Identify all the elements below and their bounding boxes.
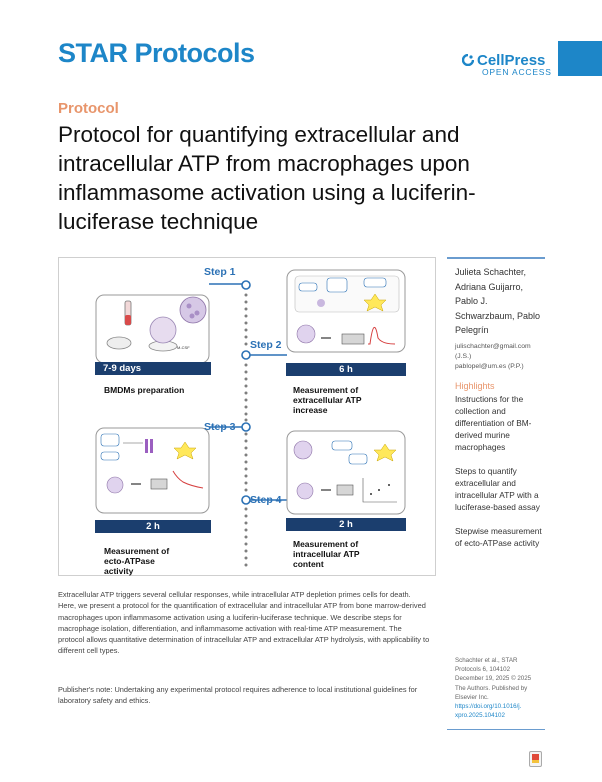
citation-line: Schachter et al., STAR: [455, 657, 518, 664]
panel2-illustration: [295, 276, 399, 344]
caption-step-1: BMDMs preparation: [104, 385, 185, 395]
email-2[interactable]: pablopel@um.es (P.P.): [455, 363, 524, 370]
panel4-illustration: [294, 441, 397, 502]
citation-line: Protocols 6, 104102: [455, 666, 511, 674]
caption-step-3: Measurement of ecto-ATPase activity: [104, 546, 170, 576]
highlight-item: Steps to quantify extracellular and intracellular ATP with a luciferase-based assay: [455, 466, 540, 512]
citation-block: [455, 656, 547, 720]
highlights-heading: Highlights: [455, 381, 495, 391]
doi-link-continued[interactable]: xpro.2025.104102: [455, 712, 505, 720]
step-3-label: Step 3: [204, 421, 236, 433]
open-access-label: OPEN ACCESS: [482, 67, 552, 77]
article-type: Protocol: [58, 100, 119, 117]
caption-step-4: Measurement of intracellular ATP content: [293, 539, 360, 569]
email-1-initials: (J.S.): [455, 353, 472, 360]
time-bar-step-2: 6 h: [286, 363, 406, 376]
highlights-list: [455, 393, 547, 561]
correspondence: [455, 342, 545, 372]
panel3-illustration: [101, 434, 203, 493]
step-4-label: Step 4: [250, 494, 282, 506]
journal-title: STAR Protocols: [58, 38, 255, 68]
article-title: Protocol for quantifying extracellular and intracellular ATP from macrophages upon inflammasome activation using a luciferin-luciferase technique: [58, 122, 476, 234]
time-bar-step-1: 7-9 days: [95, 362, 211, 375]
highlight-item: Stepwise measurement of ecto-ATPase activity: [455, 526, 542, 548]
step-1-label: Step 1: [204, 266, 236, 278]
cellpress-mark-icon: [462, 54, 474, 66]
author-list: Julieta Schachter, Adriana Guijarro, Pablo J. Schwarzbaum, Pablo Pelegrín: [455, 267, 541, 335]
step-connectors: [209, 284, 287, 500]
svg-text:M-CSF: M-CSF: [177, 345, 190, 350]
caption-step-2: Measurement of extracellular ATP increase: [293, 385, 362, 415]
citation-line: December 19, 2025 © 2025: [455, 675, 532, 683]
publisher-name: CellPress: [477, 52, 546, 69]
panel1-illustration: [107, 297, 206, 351]
highlight-item: Instructions for the collection and differentiation of BM-derived murine macrophages: [455, 394, 532, 452]
step-2-label: Step 2: [250, 339, 282, 351]
corner-tab: [558, 41, 602, 76]
time-bar-step-3: 2 h: [95, 520, 211, 533]
time-bar-step-4: 2 h: [286, 518, 406, 531]
check-for-updates-icon[interactable]: [529, 751, 542, 767]
citation-line: The Authors. Published by: [455, 684, 528, 692]
publisher-note: Publisher's note: Undertaking any experimental protocol requires adherence to local institutional guidelines for laboratory safety and ethics.: [58, 685, 418, 706]
graphical-abstract: [58, 257, 436, 576]
cellpress-logo[interactable]: [462, 52, 552, 77]
citation-line: Elsevier Inc.: [455, 693, 489, 701]
doi-link[interactable]: https://doi.org/10.1016/j.: [455, 703, 522, 711]
abstract: Extracellular ATP triggers several cellular responses, while intracellular ATP depletion primes cells for death. Here, we present a protocol for the quantification of extracellular and intracellular ATP from bone marrow-derived macrophages upon inflammasome activation using a luciferin-luciferase technique. We describe steps for macrophage isolation, differentiation, and inflammasome activation with real-time ATP measurement. The protocol allows quantitative determination of intracellular ATP and extracellular ATP hydrolysis, with applicability to different cell types.: [58, 590, 430, 656]
sidebar-divider-top: [447, 257, 545, 259]
sidebar-divider-bottom: [447, 729, 545, 730]
email-1[interactable]: julischachter@gmail.com: [455, 343, 531, 350]
